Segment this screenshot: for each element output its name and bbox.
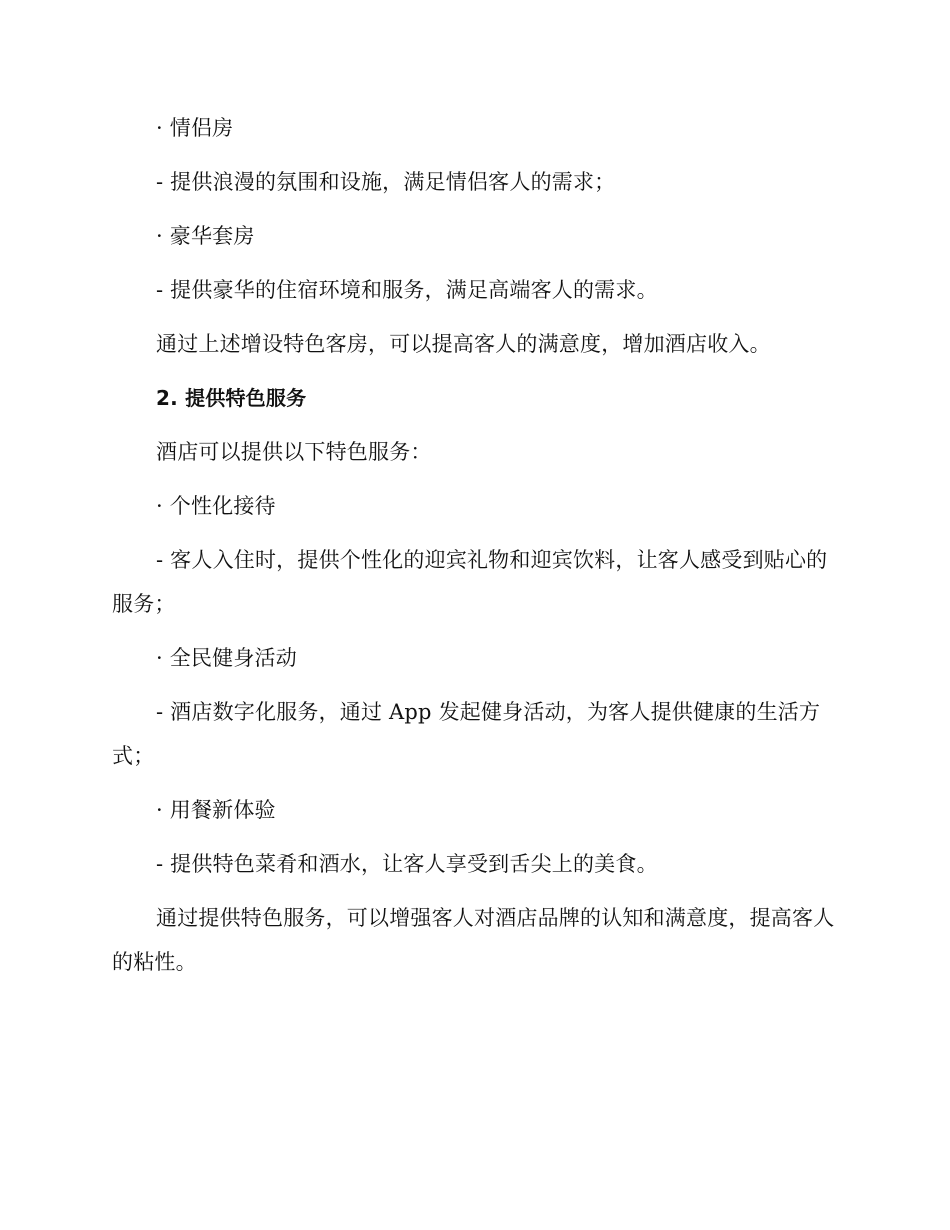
bullet-couple-room: · 情侣房: [156, 116, 234, 140]
detail-fitness-activity: - 酒店数字化服务，通过 App 发起健身活动，为客人提供健康的生活方式；: [112, 700, 821, 768]
summary-special-services: 通过提供特色服务，可以增强客人对酒店品牌的认知和满意度，提高客人的粘性。: [112, 906, 835, 974]
bullet-personalized-reception: · 个性化接待: [156, 494, 276, 518]
summary-special-rooms: 通过上述增设特色客房，可以提高客人的满意度，增加酒店收入。: [156, 332, 771, 356]
section-heading-special-services: 2. 提供特色服务: [156, 386, 307, 410]
document-body: [112, 106, 836, 994]
detail-luxury-suite: - 提供豪华的住宿环境和服务，满足高端客人的需求。: [156, 278, 658, 302]
bullet-fitness-activity: · 全民健身活动: [156, 646, 297, 670]
detail-dining-experience: - 提供特色菜肴和酒水，让客人享受到舌尖上的美食。: [156, 852, 658, 876]
detail-personalized-reception: - 客人入住时，提供个性化的迎宾礼物和迎宾饮料，让客人感受到贴心的服务；: [112, 548, 828, 616]
detail-couple-room: - 提供浪漫的氛围和设施，满足情侣客人的需求；: [156, 170, 616, 194]
intro-special-services: 酒店可以提供以下特色服务：: [156, 440, 432, 464]
bullet-dining-experience: · 用餐新体验: [156, 798, 276, 822]
bullet-luxury-suite: · 豪华套房: [156, 224, 255, 248]
